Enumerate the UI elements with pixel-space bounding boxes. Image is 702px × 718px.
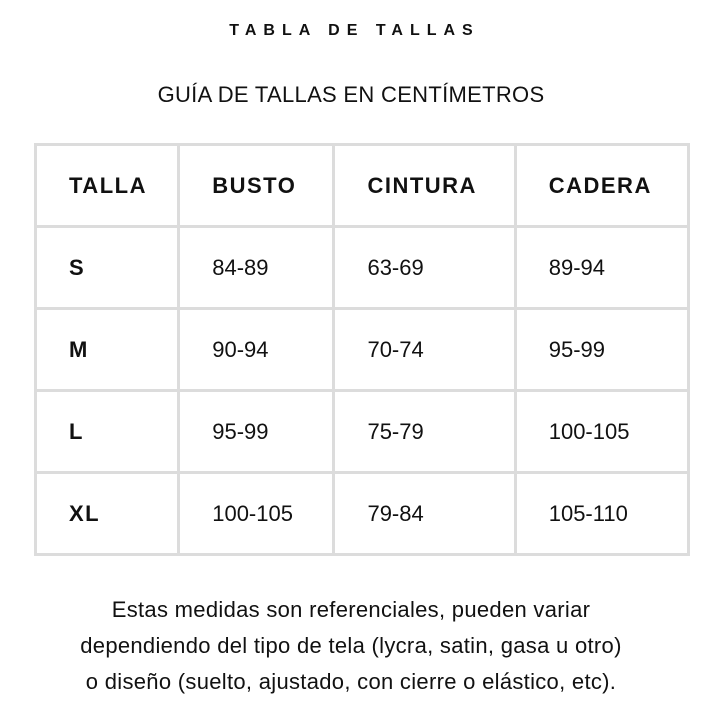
size-cell: S — [37, 228, 177, 307]
busto-cell: 95-99 — [180, 392, 332, 471]
table-row — [37, 228, 687, 307]
table-row — [37, 474, 687, 553]
cadera-cell: 100-105 — [517, 392, 687, 471]
busto-cell: 84-89 — [180, 228, 332, 307]
table-header-row — [37, 146, 687, 225]
busto-cell: 100-105 — [180, 474, 332, 553]
table-row — [37, 392, 687, 471]
cintura-cell: 75-79 — [335, 392, 513, 471]
cadera-cell: 105-110 — [517, 474, 687, 553]
cadera-cell: 95-99 — [517, 310, 687, 389]
cintura-cell: 63-69 — [335, 228, 513, 307]
size-chart-table — [34, 143, 690, 556]
size-cell: XL — [37, 474, 177, 553]
page-subtitle: GUÍA DE TALLAS EN CENTÍMETROS — [157, 82, 545, 107]
cintura-cell: 70-74 — [335, 310, 513, 389]
disclaimer-note — [20, 592, 682, 700]
cadera-cell: 89-94 — [517, 228, 687, 307]
size-cell: L — [37, 392, 177, 471]
cintura-cell: 79-84 — [335, 474, 513, 553]
note-line: Estas medidas son referenciales, pueden variar — [111, 597, 591, 622]
column-header-talla: TALLA — [37, 146, 177, 225]
column-header-cadera: CADERA — [517, 146, 687, 225]
column-header-busto: BUSTO — [180, 146, 332, 225]
note-line: o diseño (suelto, ajustado, con cierre o elástico, etc). — [85, 669, 617, 694]
size-cell: M — [37, 310, 177, 389]
column-header-cintura: CINTURA — [335, 146, 513, 225]
busto-cell: 90-94 — [180, 310, 332, 389]
page-title: TABLA DE TALLAS — [229, 22, 480, 39]
note-line: dependiendo del tipo de tela (lycra, satin, gasa u otro) — [80, 633, 622, 658]
table-row — [37, 310, 687, 389]
